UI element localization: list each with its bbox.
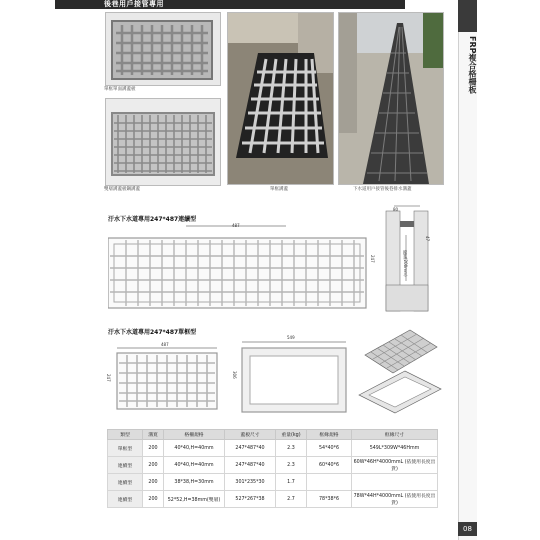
single-grate-illustration xyxy=(106,13,220,85)
frame-dim-width: 549 xyxy=(287,335,295,340)
cell-frame-spec xyxy=(307,474,352,491)
side-title: FRP複合格柵板 xyxy=(468,36,477,94)
cell-type: 單框型 xyxy=(108,440,143,457)
photo-single-grate xyxy=(105,12,221,86)
frame-dim-height: 306 xyxy=(232,371,237,379)
caption-right: 下水道用戶接管後巷排水溝蓋 xyxy=(353,187,412,192)
cell-grate-spec: 40*40,H=40mm xyxy=(164,440,225,457)
side-strip-dark-block xyxy=(458,0,477,32)
col-header-weight: 重量(kg) xyxy=(276,430,307,440)
cell-frame-spec: 54*40*6 xyxy=(307,440,352,457)
single-frame-grate-drawing xyxy=(113,347,223,413)
cell-cover-size: 527*267*38 xyxy=(225,491,276,508)
cell-frame-size: 78W*44H*4000mmL (依使用長度出貨) xyxy=(352,491,438,508)
photo-double-grate xyxy=(105,98,221,186)
continuous-grate-drawing xyxy=(108,220,368,310)
cell-trench-width: 200 xyxy=(143,440,164,457)
alley-drain-illustration xyxy=(339,13,443,184)
cell-type: 連續型 xyxy=(108,491,143,508)
cell-trench-width: 200 xyxy=(143,474,164,491)
cell-cover-size: 301*235*30 xyxy=(225,474,276,491)
iso-grate-frame-sketch xyxy=(355,325,445,415)
cell-type: 連續型 xyxy=(108,457,143,474)
col-header-type: 類型 xyxy=(108,430,143,440)
photo-alley-drain xyxy=(338,12,444,185)
side-dim-height: 247 xyxy=(370,255,375,263)
table-row xyxy=(108,440,438,457)
cell-grate-spec: 38*38,H=30mm xyxy=(164,474,225,491)
cell-weight: 2.3 xyxy=(276,440,307,457)
table-row xyxy=(108,491,438,508)
cell-frame-size: 60W*46H*4000mmL (依使用長度出貨) xyxy=(352,457,438,474)
table-row xyxy=(108,474,438,491)
col-header-cover-size: 蓋板尺寸 xyxy=(225,430,276,440)
cell-frame-spec: 60*40*6 xyxy=(307,457,352,474)
caption-middle: 單框溝蓋 xyxy=(270,187,288,192)
caption-top-left: 單框單面溝蓋板 xyxy=(104,87,136,92)
double-grate-illustration xyxy=(106,99,220,185)
cell-cover-size: 247*487*40 xyxy=(225,457,276,474)
side-dim-top: 80 xyxy=(393,207,399,212)
caption-mid-left: 雙層溝蓋板鋼溝蓋 xyxy=(104,187,140,192)
col-header-trench-width: 溝寬 xyxy=(143,430,164,440)
cell-trench-width: 200 xyxy=(143,457,164,474)
cell-trench-width: 200 xyxy=(143,491,164,508)
side-dim-note: 總寬(200mm) xyxy=(403,250,408,277)
col-header-frame-spec: 框緣規格 xyxy=(307,430,352,440)
cell-grate-spec: 40*40,H=40mm xyxy=(164,457,225,474)
cell-frame-spec: 78*38*6 xyxy=(307,491,352,508)
grate-dim-width: 487 xyxy=(161,342,169,347)
photo-grate-ground xyxy=(227,12,334,185)
cell-weight: 2.3 xyxy=(276,457,307,474)
col-header-frame-size: 框緣尺寸 xyxy=(352,430,438,440)
table-row xyxy=(108,457,438,474)
spec-table xyxy=(107,429,438,508)
cell-weight: 2.7 xyxy=(276,491,307,508)
section1-dim-length: 487 xyxy=(232,223,240,228)
ground-grate-illustration xyxy=(228,13,333,184)
grate-dim-height: 247 xyxy=(106,374,111,382)
cell-type: 連續型 xyxy=(108,474,143,491)
cell-frame-size: 549L*309W*46Hmm xyxy=(352,440,438,457)
page-number: 08 xyxy=(458,522,477,536)
col-header-grate-spec: 格柵規格 xyxy=(164,430,225,440)
table-header-row xyxy=(108,430,438,440)
cell-cover-size: 247*487*40 xyxy=(225,440,276,457)
cell-grate-spec: 52*52,H=38mm(雙層) xyxy=(164,491,225,508)
header-title: 後巷用戶接管專用 xyxy=(104,0,164,8)
frame-drawing xyxy=(238,340,350,416)
cell-frame-size xyxy=(352,474,438,491)
section2-title: 汙水下水道專用247*487單框型 xyxy=(108,329,197,336)
cell-weight: 1.7 xyxy=(276,474,307,491)
section1-title: 汙水下水道專用247*487連續型 xyxy=(108,216,197,223)
side-dim-right: 47 xyxy=(425,236,430,242)
